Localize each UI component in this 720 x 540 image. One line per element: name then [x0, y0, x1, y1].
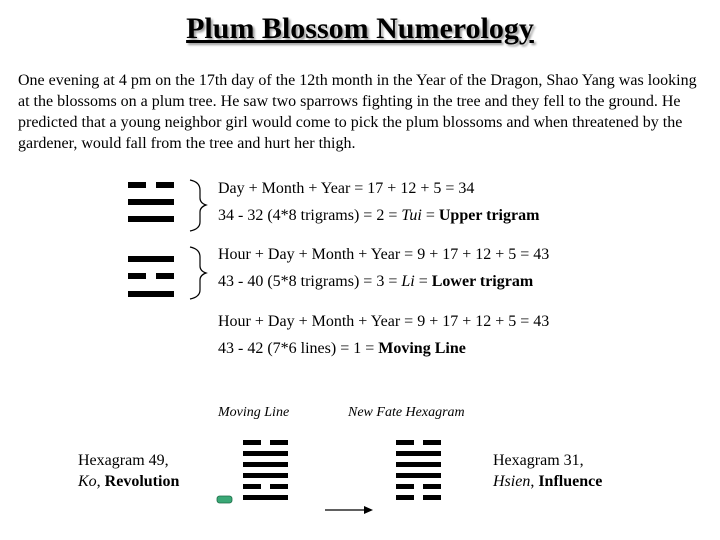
hexagram-49-icon [243, 440, 288, 500]
tui-trigram-icon [128, 182, 174, 222]
upper-brace-icon [190, 180, 206, 231]
moving-line-marker [217, 496, 232, 503]
lower-trigram-equation: Hour + Day + Month + Year = 9 + 17 + 12 + 5 = 43 [218, 246, 550, 263]
upper-trigram-result: 34 - 32 (4*8 trigrams) = 2 = Tui = Upper trigram [218, 207, 540, 224]
lower-brace-icon [190, 247, 206, 299]
lower-trigram-result: 43 - 40 (5*8 trigrams) = 3 = Li = Lower trigram [218, 273, 534, 290]
tui-name: Tui [401, 207, 422, 224]
story-paragraph: One evening at 4 pm on the 17th day of the 12th month in the Year of the Dragon, Shao Yang was looking at the blossoms on a plum tree. He saw two sparrows fighting in the tree and they fell to the ground. He predicted that a young neighbor girl would come to pick the plum blossoms and when threatened by the gardener, would fall from the tree and hurt her thigh. [18, 72, 697, 152]
hexagram-49-label: Hexagram 49, Ko, Revolution [78, 452, 180, 490]
hexagram-31-label: Hexagram 31, Hsien, Influence [493, 452, 603, 490]
moving-line-caption: Moving Line [218, 405, 290, 420]
page-title: Plum Blossom Numerology [186, 12, 534, 45]
new-fate-caption: New Fate Hexagram [348, 405, 465, 420]
moving-line-result: 43 - 42 (7*6 lines) = 1 = Moving Line [218, 340, 466, 357]
upper-trigram-equation: Day + Month + Year = 17 + 12 + 5 = 34 [218, 180, 475, 197]
hexagram-31-icon [396, 440, 441, 500]
arrow-right-icon [325, 506, 373, 514]
li-trigram-icon [128, 256, 174, 297]
li-name: Li [401, 273, 415, 290]
moving-line-equation: Hour + Day + Month + Year = 9 + 17 + 12 + 5 = 43 [218, 313, 550, 330]
